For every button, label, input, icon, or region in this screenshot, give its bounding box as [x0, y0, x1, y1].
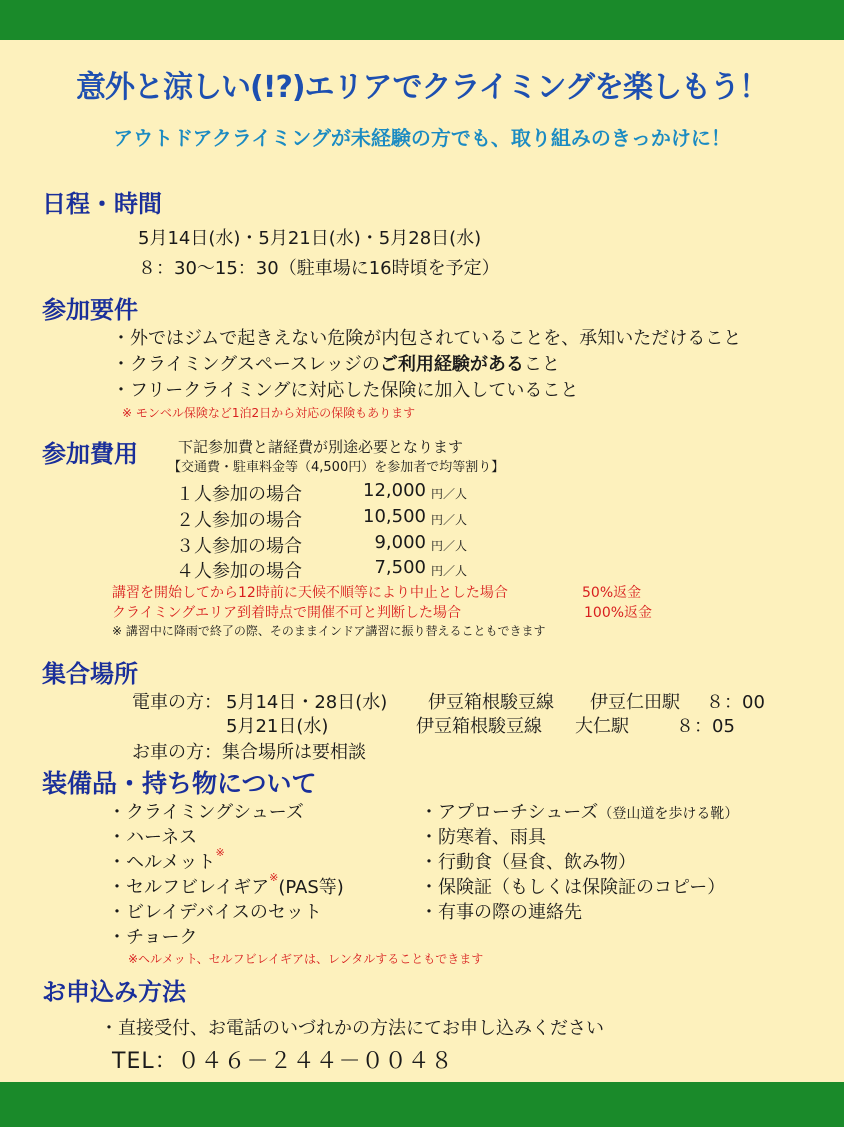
fee-amount: 9,000 — [374, 532, 426, 553]
phone-number[interactable]: TEL：０４６－２４４－００４８ — [112, 1049, 454, 1074]
equipment-item: ・保険証（もしくは保険証のコピー） — [420, 877, 726, 898]
fee-unit: 円／人 — [431, 539, 468, 553]
fee-amount: 7,500 — [374, 557, 426, 578]
fee-unit: 円／人 — [431, 487, 468, 501]
equipment-heading: 装備品・持ち物について — [42, 769, 317, 798]
requirement-text: ・クライミングスペースレッジの — [112, 354, 380, 375]
equipment-item — [420, 798, 738, 824]
top-banner — [0, 0, 844, 40]
page-title: 意外と涼しい(!?)エリアでクライミングを楽しもう！ — [76, 70, 768, 105]
meeting-heading: 集合場所 — [42, 660, 138, 688]
fee-amount: 12,000 — [363, 480, 426, 501]
schedule-dates: 5月14日(水)・5月21日(水)・5月28日(水) — [138, 228, 482, 249]
equipment-text: (PAS等) — [278, 877, 344, 898]
fees-heading: 参加費用 — [42, 440, 138, 468]
equipment-item: ・ビレイデバイスのセット — [108, 902, 322, 923]
schedule-heading: 日程・時間 — [42, 190, 162, 218]
equipment-text: ・ヘルメット — [108, 852, 216, 873]
train-line: 伊豆箱根駿豆線 — [416, 716, 542, 737]
refund-condition: 講習を開始してから12時前に天候不順等により中止とした場合 — [112, 585, 508, 601]
train-station: 大仁駅 — [575, 716, 629, 737]
equipment-note: （登山道を歩ける靴） — [598, 806, 739, 822]
equipment-item: ・防寒着、雨具 — [420, 827, 546, 848]
fee-label: １人参加の場合 — [176, 484, 302, 505]
fee-label: ３人参加の場合 — [176, 536, 302, 557]
equipment-text: ・セルフビレイギア — [108, 877, 270, 898]
requirement-text: こと — [523, 354, 560, 375]
car-info: お車の方：集合場所は要相談 — [132, 742, 366, 763]
apply-text: ・直接受付、お電話のいづれかの方法にてお申し込みください — [100, 1018, 604, 1039]
equipment-item: ・クライミングシューズ — [108, 802, 304, 823]
fee-unit: 円／人 — [431, 513, 468, 527]
rental-mark: ※ — [215, 846, 225, 859]
requirements-note: ※ モンベル保険など1泊2日から対応の保険もあります — [122, 406, 416, 420]
train-time: ８：00 — [706, 692, 765, 713]
train-time: ８：05 — [676, 716, 735, 737]
equipment-note: ※ヘルメット、セルフビレイギアは、レンタルすることもできます — [128, 952, 484, 966]
equipment-item: ・行動食（昼食、飲み物） — [420, 852, 636, 873]
train-line: 伊豆箱根駿豆線 — [428, 692, 554, 713]
fee-unit: 円／人 — [431, 564, 468, 578]
requirement-item: ・外ではジムで起きえない危険が内包されていることを、承知いただけること — [112, 328, 742, 349]
requirement-emphasis: ご利用経験がある — [379, 354, 524, 375]
equipment-item — [108, 848, 225, 874]
equipment-item: ・有事の際の連絡先 — [420, 902, 582, 923]
train-dates: 5月14日・28日(水) — [226, 692, 388, 713]
fees-note: ※ 講習中に降雨で終了の際、そのままインドア講習に振り替えることもできます — [112, 624, 546, 638]
equipment-item: ・チョーク — [108, 927, 198, 948]
equipment-item: ・ハーネス — [108, 827, 198, 848]
refund-value: 50%返金 — [582, 585, 642, 601]
apply-heading: お申込み方法 — [42, 978, 186, 1006]
fee-label: ４人参加の場合 — [176, 561, 302, 582]
equipment-text: ・アプローチシューズ — [420, 802, 599, 823]
page-subtitle: アウトドアクライミングが未経験の方でも、取り組みのきっかけに！ — [113, 126, 731, 150]
requirement-item: ・フリークライミングに対応した保険に加入していること — [112, 380, 579, 401]
fees-intro-sub: 【交通費・駐車料金等（4,500円）を参加者で均等割り】 — [168, 460, 505, 475]
train-label: 電車の方： — [132, 692, 222, 713]
requirement-item — [112, 350, 560, 376]
bottom-banner — [0, 1082, 844, 1127]
schedule-time: ８：30〜15：30（駐車場に16時頃を予定） — [138, 258, 500, 279]
refund-condition: クライミングエリア到着時点で開催不可と判断した場合 — [112, 605, 462, 621]
fees-intro: 下記参加費と諸経費が別途必要となります — [178, 438, 464, 456]
rental-mark: ※ — [269, 871, 279, 884]
train-station: 伊豆仁田駅 — [590, 692, 680, 713]
equipment-item — [108, 873, 344, 899]
refund-value: 100%返金 — [584, 605, 653, 621]
fee-amount: 10,500 — [363, 506, 426, 527]
fee-label: ２人参加の場合 — [176, 510, 302, 531]
train-dates: 5月21日(水) — [226, 716, 329, 737]
requirements-heading: 参加要件 — [42, 296, 138, 324]
